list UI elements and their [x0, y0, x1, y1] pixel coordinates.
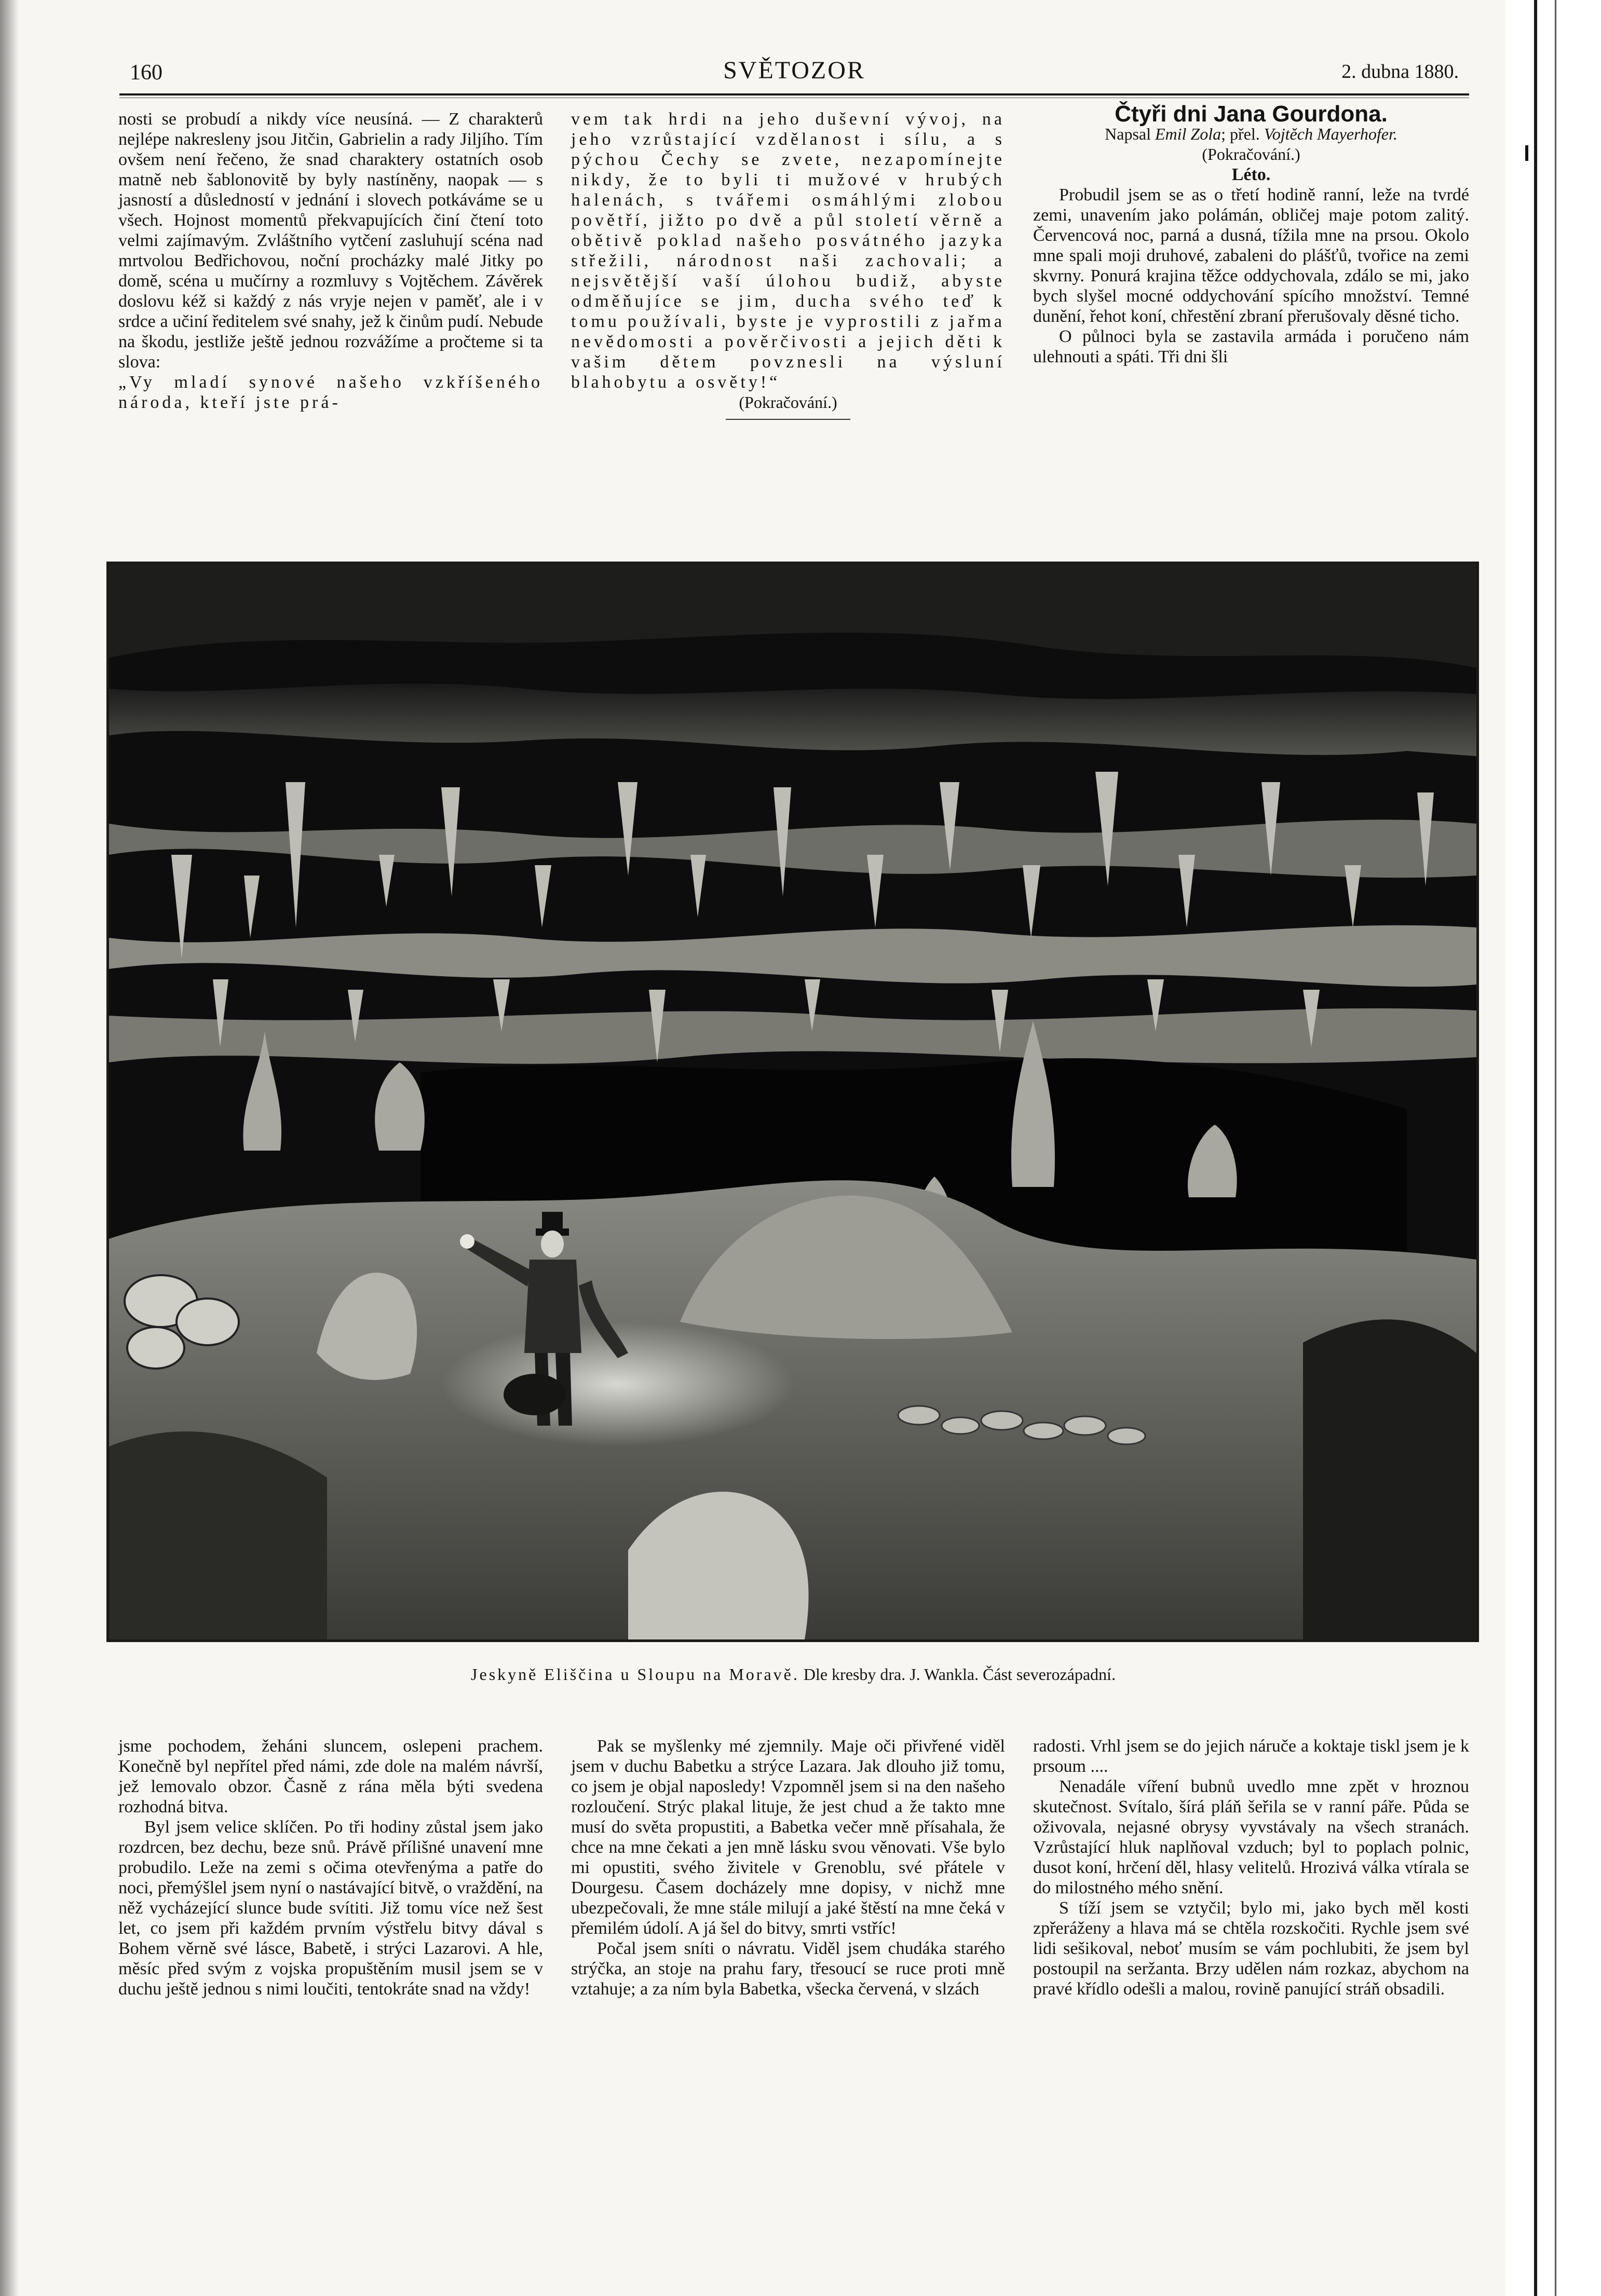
column-3-top — [1033, 101, 1469, 367]
header-rule — [119, 93, 1469, 95]
article-byline — [1033, 124, 1469, 144]
page-edge-line — [1534, 0, 1537, 2296]
section-heading: Léto. — [1231, 165, 1271, 184]
caption-title: Jeskyně Eliščina u Sloupu na Moravě. — [471, 1665, 799, 1684]
paragraph: Nenadále víření bubnů uvedlo mne zpět v hroznou skutečnost. Svítalo, šírá pláň šeřila se v ranní páře. Půda se oživovala, nejasné obrysy vyvstávaly na všech stranách. Vzrůstající hluk naplňoval vzduch; byl to poplach polnic, dusot koní, hrčení děl, hlasy velitelů. Hrozivá válka vtírala se do milostného mého snění. — [1033, 1777, 1469, 1897]
byline-prefix: Napsal — [1105, 125, 1151, 143]
column-2-bottom — [571, 1736, 1005, 1999]
paragraph: jsme pochodem, žeháni sluncem, oslepeni prachem. Konečně byl nepřítel před námi, zde dole na malém návrší, jež lemovalo obzor. Časně z rána měla býti svedena rozhodná bitva. — [118, 1737, 543, 1816]
column-1-top — [118, 109, 543, 413]
cave-engraving — [109, 564, 1476, 1639]
continuation-note: (Pokračování.) — [739, 393, 837, 412]
page-number: 160 — [130, 61, 162, 85]
column-1-bottom — [118, 1736, 543, 1999]
paragraph: O půlnoci byla se zastavila armáda i poručeno nám ulehnouti a spáti. Tři dni šli — [1033, 327, 1469, 366]
article-title: Čtyři dni Jana Gourdona. — [1115, 101, 1388, 127]
column-3-bottom — [1033, 1736, 1469, 1999]
continued-note: (Pokračování.) — [1202, 145, 1300, 163]
paragraph: Pak se myšlenky mé zjemnily. Maje oči přivřené viděl jsem v duchu Babetku a strýce Lazara. Jak dlouho již tomu, co jsem je objal naposledy! Vzpomněl jsem si na den našeho rozloučení. Strýc plakal lituje, že jest chud a že takto mne musí do světa propustiti, a Babetka večer mně přísahala, že chce na mne čekati a jen mně lásku svou věnovati. Vše bylo mi opustiti, svého živitele v Grenoblu, své přátele v Dourgesu. Časem docházely mne dopisy, v nichž mne ubezpečovali, že mne stále milují a jaké štěstí na mne čeká v přemilém údolí. A já šel do bitvy, smrti vstříc! — [571, 1737, 1005, 1938]
paragraph: Počal jsem sníti o návratu. Viděl jsem chudáka starého strýčka, an stoje na prahu fary, třesoucí se ruce proti mně vztahuje; a za ním byla Babetka, všecka červená, v slzách — [571, 1939, 1005, 1999]
quote-paragraph: vem tak hrdi na jeho duševní vývoj, na jeho vzrůstající vzdělanost i sílu, a s pýchou Čechy se zvete, nezapomínejte nikdy, že to byli ti mužové v hrubých halenách, s tvářemi osmáhlými zlobou povětří, jižto po dvě a půl století věrně a obětivě poklad našeho posvátného jazyka střežili, národnost naši zachovali; a nejsvětější vaší úlohou budiž, abyste odměňujíce se jim, ducha svého teď k tomu používali, byste je vyprostili z jařma nevědomosti a pověrčivosti a jejich děti k vašim dětem povznesli na výsluní blahobytu a osvěty!“ — [571, 110, 1005, 392]
page-edge-line-thin — [1555, 0, 1556, 2296]
cave-illustration — [106, 562, 1479, 1642]
issue-date: 2. dubna 1880. — [1341, 61, 1459, 83]
quote-paragraph: „Vy mladí synové našeho vzkříšeného národa, kteří jste prá- — [118, 373, 543, 412]
paragraph: nosti se probudí a nikdy více neusíná. — Z charakterů nejlépe nakresleny jsou Jitčin, Gabrielin a rady Jiljího. Tím ovšem není řečeno, že snad charaktery ostatních osob matně neb šablonovitě by byly nastíněny, naopak — s jasností a důsledností v jednání i slovech potkáváme se u všech. Hojnost momentů překvapujících činí čtení toto velmi zajímavým. Zvláštního vytčení zasluhují scéna nad mrtvolou Bedřichovou, noční procházky malé Jitky po domě, scéna u mučírny a rozmluvy s Vojtěchem. Závěrek doslovu kéž si každý z nás vryje nejen v paměť, ale i v srdce a učiní ředitelem své snahy, jež k činům pudí. Nebude na škodu, jestliže ještě jednou rozvážíme a pročteme si ta slova: — [118, 110, 543, 372]
page-header — [119, 53, 1469, 94]
section-rule — [726, 419, 850, 420]
paragraph: Byl jsem velice sklíčen. Po tři hodiny zůstal jsem jako rozdrcen, bez dechu, beze snů. Právě přílišné unavení mne probudilo. Leže na zemi s očima otevřenýma a patře do noci, přemýšlel jsem nyní o nastávající bitvě, o vraždění, na něž vycházející slunce bude svítiti. Již tomu více než šest let, co jsem při každém prvním výstřelu bitvy dával s Bohem věrně své lásce, Babetě, i strýci Lazarovi. A hle, měsíc před svým z vojska propuštěním musil jsem se v duchu ještě jednou s nimi loučiti, tentokráte snad na vždy! — [118, 1817, 543, 1999]
journal-title: SVĚTOZOR — [723, 57, 865, 84]
margin-mark — [1525, 145, 1528, 161]
paragraph: Probudil jsem se as o třetí hodině ranní, leže na tvrdé zemi, unavením jako polámán, obličej maje potom zalitý. Červencová noc, parná a dusná, tížila mne na prsou. Okolo mne spali moji druhové, zabaleni do plášťů, tvořice na zemi skvrny. Ponurá krajina těžce oddychovala, zdálo se mi, jako bych slyšel mocné oddychování spícího množství. Temné dunění, řehot koní, chřestění zbraní přerušovaly děsné ticho. — [1033, 185, 1469, 326]
page-margin — [1505, 0, 1601, 2296]
column-2-top — [571, 109, 1005, 420]
binding-shadow — [0, 0, 19, 2296]
paragraph: S tíží jsem se vztyčil; bylo mi, jako bych měl kosti zpřeráženy a hlava má se chtěla rozskočiti. Rychle jsem své lidi sešikoval, neboť musím se vám pochlubiti, že jsem byl postoupil na seržanta. Brzy udělen nám rozkaz, abychom na pravé křídlo odešli a malou, rovině panující stráň obsadili. — [1033, 1898, 1469, 1999]
translator-name: Vojtěch Mayerhofer. — [1264, 125, 1398, 143]
paragraph: radosti. Vrhl jsem se do jejich náruče a koktaje tiskl jsem je k prsoum .... — [1033, 1737, 1469, 1776]
author-name: Emil Zola — [1155, 125, 1222, 143]
byline-middle: ; přel. — [1221, 125, 1260, 143]
caption-credit: Dle kresby dra. J. Wankla. Část severozápadní. — [803, 1665, 1116, 1684]
illustration-caption — [118, 1665, 1468, 1684]
